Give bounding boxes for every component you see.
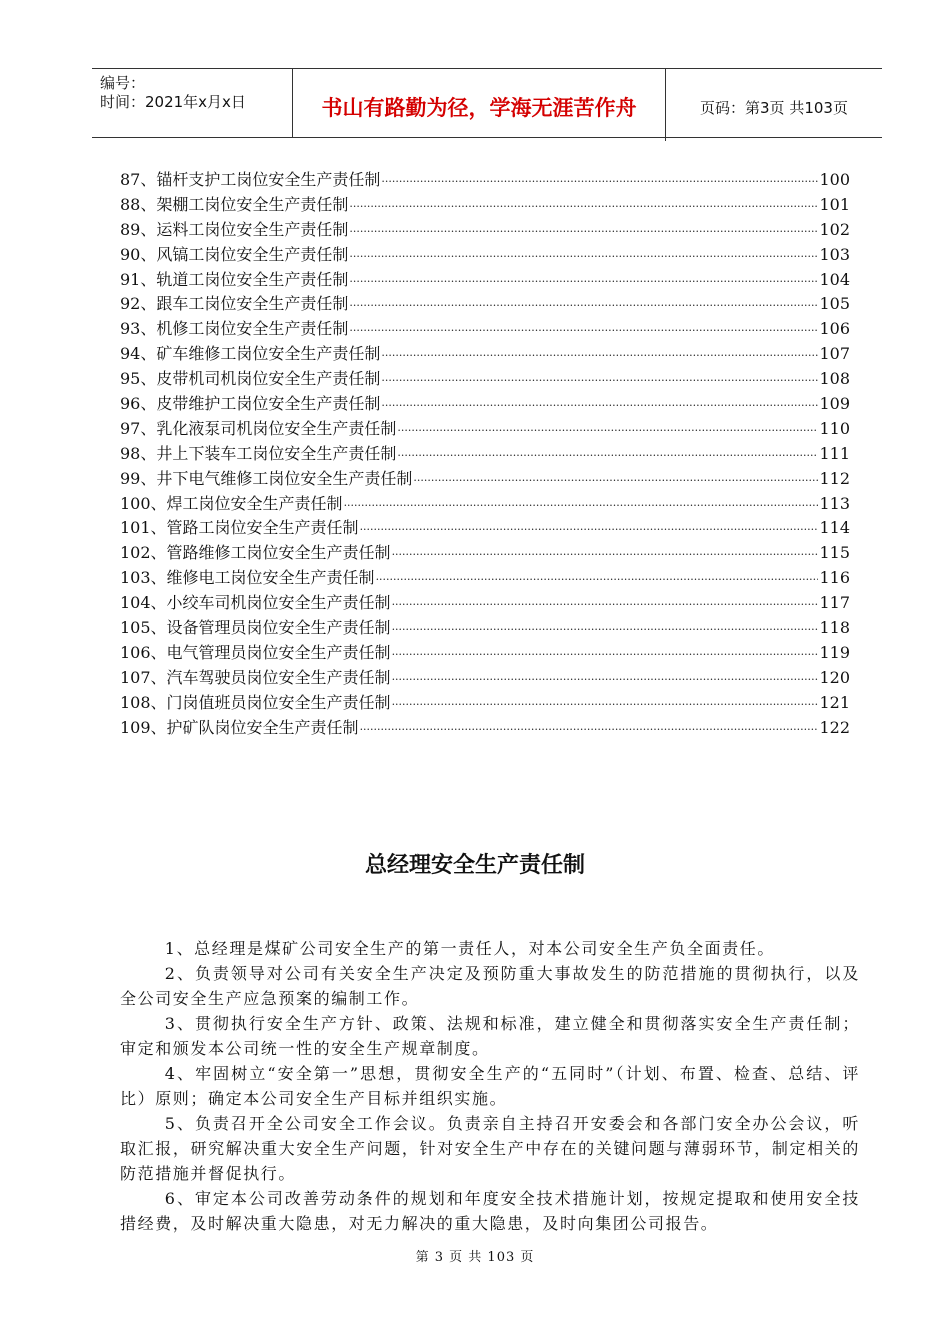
header-motto: 书山有路勤为径，学海无涯苦作舟 <box>293 69 666 141</box>
document-number-label: 编号： <box>100 74 146 92</box>
toc-entry[interactable] <box>120 716 850 741</box>
header-page-info: 页码：第3页 共103页 <box>700 98 848 117</box>
body-paragraph: 5、负责召开全公司安全工作会议。负责亲自主持召开安委会和各部门安全办公会议，听取汇报，研究解决重大安全生产问题，针对安全生产中存在的关键问题与薄弱环节，制定相关的防范措施并督促执行。 <box>120 1114 860 1183</box>
toc-entry-page: 115 <box>819 543 850 563</box>
toc-leader-dots <box>349 195 818 220</box>
body-paragraph: 6、审定本公司改善劳动条件的规划和年度安全技术措施计划，按规定提取和使用安全技措经费，及时解决重大隐患，对无力解决的重大隐患，及时向集团公司报告。 <box>120 1189 860 1233</box>
toc-entry-number: 94、 <box>120 344 157 364</box>
toc-entry-page: 102 <box>819 219 850 239</box>
toc-entry[interactable] <box>120 292 850 317</box>
toc-entry-number: 95、 <box>120 369 157 389</box>
toc-entry[interactable] <box>120 367 850 392</box>
section-body <box>120 936 860 1236</box>
toc-entry[interactable] <box>120 541 850 566</box>
toc-entry[interactable] <box>120 218 850 243</box>
toc-leader-dots <box>392 543 819 568</box>
toc-entry-page: 103 <box>819 244 850 264</box>
toc-entry-title: 风镐工岗位安全生产责任制 <box>156 244 349 264</box>
toc-entry-title: 管路维修工岗位安全生产责任制 <box>166 543 391 563</box>
toc-leader-dots <box>392 643 819 668</box>
toc-entry-title: 电气管理员岗位安全生产责任制 <box>166 642 391 662</box>
toc-entry-title: 皮带机司机岗位安全生产责任制 <box>156 369 381 389</box>
section-title: 总经理安全生产责任制 <box>364 853 585 878</box>
toc-entry-number: 92、 <box>120 294 157 314</box>
toc-leader-dots <box>413 469 818 494</box>
toc-entry-page: 121 <box>819 692 850 712</box>
toc-entry-number: 90、 <box>120 244 157 264</box>
toc-entry-title: 井上下装车工岗位安全生产责任制 <box>156 443 397 463</box>
toc-entry-number: 98、 <box>120 443 157 463</box>
toc-entry-page: 104 <box>819 269 850 289</box>
toc-entry[interactable] <box>120 492 850 517</box>
toc-entry-page: 106 <box>819 319 850 339</box>
toc-entry-page: 118 <box>819 618 850 638</box>
toc-entry[interactable] <box>120 317 850 342</box>
body-paragraph: 1、总经理是煤矿公司安全生产的第一责任人，对本公司安全生产负全面责任。 <box>164 939 775 958</box>
toc-entry[interactable] <box>120 392 850 417</box>
toc-leader-dots <box>392 618 819 643</box>
toc-entry-page: 110 <box>819 418 850 438</box>
toc-leader-dots <box>349 319 818 344</box>
toc-entry-title: 设备管理员岗位安全生产责任制 <box>166 618 391 638</box>
toc-entry-number: 93、 <box>120 319 157 339</box>
toc-entry[interactable] <box>120 342 850 367</box>
toc-entry-title: 汽车驾驶员岗位安全生产责任制 <box>166 667 391 687</box>
toc-entry-number: 108、 <box>120 692 167 712</box>
toc-entry-title: 锚杆支护工岗位安全生产责任制 <box>156 170 381 189</box>
toc-entry-number: 101、 <box>120 518 167 538</box>
table-of-contents <box>120 168 850 740</box>
toc-entry[interactable] <box>120 566 850 591</box>
toc-entry-title: 跟车工岗位安全生产责任制 <box>156 294 349 314</box>
toc-leader-dots <box>344 494 819 519</box>
toc-leader-dots <box>381 394 818 419</box>
toc-entry-title: 乳化液泵司机岗位安全生产责任制 <box>156 418 397 438</box>
toc-entry-title: 焊工岗位安全生产责任制 <box>166 493 343 513</box>
toc-entry-page: 119 <box>819 642 850 662</box>
toc-entry[interactable] <box>120 641 850 666</box>
body-paragraph: 3、贯彻执行安全生产方针、政策、法规和标准，建立健全和贯彻落实安全生产责任制；审定和颁发本公司统一性的安全生产规章制度。 <box>120 1014 860 1058</box>
toc-entry[interactable] <box>120 467 850 492</box>
toc-entry-number: 104、 <box>120 593 167 613</box>
toc-entry-page: 116 <box>819 568 850 588</box>
toc-entry[interactable] <box>120 243 850 268</box>
toc-entry-number: 109、 <box>120 717 167 737</box>
toc-entry-number: 103、 <box>120 568 167 588</box>
toc-leader-dots <box>349 294 818 319</box>
toc-entry-number: 96、 <box>120 394 157 414</box>
toc-entry-title: 门岗值班员岗位安全生产责任制 <box>166 692 391 712</box>
toc-entry-page: 117 <box>819 593 850 613</box>
toc-entry[interactable] <box>120 268 850 293</box>
toc-leader-dots <box>360 518 819 543</box>
toc-entry-title: 矿车维修工岗位安全生产责任制 <box>156 344 381 364</box>
toc-entry-page: 111 <box>819 443 850 463</box>
toc-entry-title: 小绞车司机岗位安全生产责任制 <box>166 593 391 613</box>
toc-entry[interactable] <box>120 168 850 193</box>
body-paragraph: 4、牢固树立“安全第一”思想，贯彻安全生产的“五同时”（计划、布置、检查、总结、评比）原则；确定本公司安全生产目标并组织实施。 <box>120 1064 860 1108</box>
toc-entry-title: 护矿队岗位安全生产责任制 <box>166 717 359 737</box>
toc-leader-dots <box>381 369 818 394</box>
toc-entry-page: 100 <box>819 170 850 189</box>
toc-entry[interactable] <box>120 691 850 716</box>
toc-entry-number: 107、 <box>120 667 167 687</box>
toc-entry[interactable] <box>120 442 850 467</box>
toc-leader-dots <box>349 270 818 295</box>
toc-entry-number: 89、 <box>120 219 157 239</box>
toc-leader-dots <box>397 419 818 444</box>
toc-entry-number: 102、 <box>120 543 167 563</box>
page-header <box>92 68 882 138</box>
toc-entry-number: 97、 <box>120 418 157 438</box>
toc-leader-dots <box>392 693 819 718</box>
toc-entry[interactable] <box>120 193 850 218</box>
toc-entry-title: 机修工岗位安全生产责任制 <box>156 319 349 339</box>
toc-entry-number: 106、 <box>120 642 167 662</box>
toc-entry-title: 架棚工岗位安全生产责任制 <box>156 194 349 214</box>
toc-entry-number: 99、 <box>120 468 157 488</box>
page-footer: 第 3 页 共 103 页 <box>415 1250 535 1265</box>
toc-leader-dots <box>392 593 819 618</box>
toc-leader-dots <box>381 170 818 195</box>
toc-leader-dots <box>349 220 818 245</box>
toc-leader-dots <box>376 568 819 593</box>
toc-entry-number: 91、 <box>120 269 157 289</box>
toc-entry-page: 108 <box>819 369 850 389</box>
toc-entry-title: 管路工岗位安全生产责任制 <box>166 518 359 538</box>
toc-entry-page: 107 <box>819 344 850 364</box>
toc-entry[interactable] <box>120 666 850 691</box>
toc-leader-dots <box>360 718 819 743</box>
body-paragraph: 2、负责领导对公司有关安全生产决定及预防重大事故发生的防范措施的贯彻执行，以及全公司安全生产应急预案的编制工作。 <box>120 964 860 1008</box>
toc-entry-page: 112 <box>819 468 850 488</box>
toc-entry-title: 皮带维护工岗位安全生产责任制 <box>156 394 381 414</box>
toc-entry-title: 轨道工岗位安全生产责任制 <box>156 269 349 289</box>
toc-leader-dots <box>381 344 818 369</box>
toc-entry-number: 87、 <box>120 170 157 189</box>
toc-entry-title: 维修电工岗位安全生产责任制 <box>166 568 375 588</box>
toc-leader-dots <box>392 668 819 693</box>
document-time-label: 时间：2021年x月x日 <box>100 93 246 111</box>
header-meta-cell <box>92 69 293 137</box>
toc-entry[interactable] <box>120 417 850 442</box>
toc-entry-page: 101 <box>819 194 850 214</box>
toc-entry-page: 114 <box>819 518 850 538</box>
toc-entry-page: 120 <box>819 667 850 687</box>
toc-entry-page: 105 <box>819 294 850 314</box>
toc-entry-number: 105、 <box>120 618 167 638</box>
toc-entry-title: 井下电气维修工岗位安全生产责任制 <box>156 468 413 488</box>
toc-entry-page: 113 <box>819 493 850 513</box>
toc-entry-page: 109 <box>819 394 850 414</box>
toc-entry-page: 122 <box>819 717 850 737</box>
toc-entry[interactable] <box>120 591 850 616</box>
toc-entry-number: 100、 <box>120 493 167 513</box>
toc-leader-dots <box>349 245 818 270</box>
toc-entry[interactable] <box>120 516 850 541</box>
toc-entry[interactable] <box>120 616 850 641</box>
toc-entry-number: 88、 <box>120 194 157 214</box>
toc-leader-dots <box>397 444 818 469</box>
toc-entry-title: 运料工岗位安全生产责任制 <box>156 219 349 239</box>
